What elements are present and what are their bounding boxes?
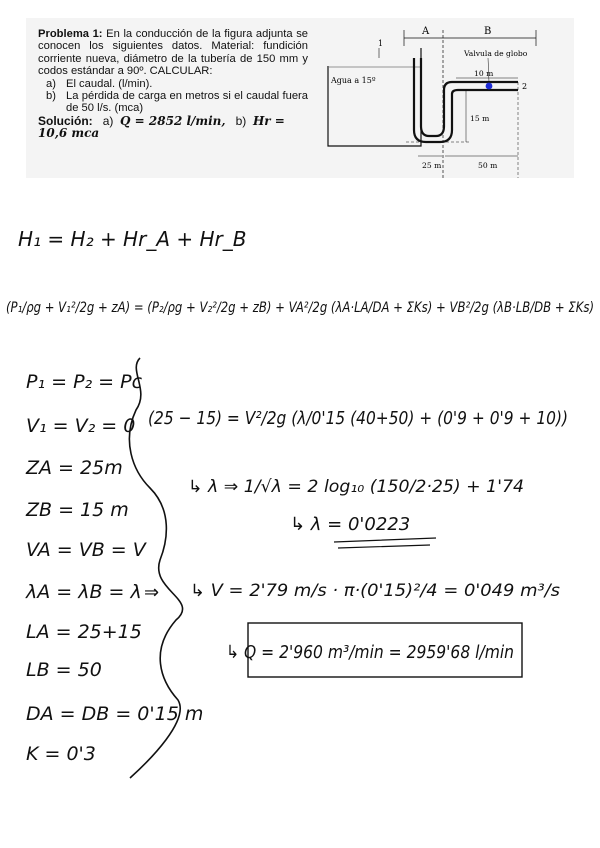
dim-25m: 25 m — [422, 161, 442, 170]
sol-b-label: b) — [235, 113, 247, 128]
dim-10m: 10 m — [474, 69, 494, 78]
substituted-equation: (25 − 15) = V²/2g (λ/0'15 (40+50) + (0'9 + 0'9 + 10)) — [148, 408, 568, 429]
item-b-text: La pérdida de carga en metros si el caudal fuera de 50 l/s. (mca) — [66, 90, 308, 115]
sol-a-value: Q = 2852 l/min, — [120, 113, 226, 128]
item-a-label: a) — [46, 77, 56, 90]
item-a-text: El caudal. (l/min). — [66, 77, 153, 90]
sol-b-value-2: 10,6 mca — [38, 126, 100, 141]
implies-arrow: ⇒ — [144, 582, 160, 603]
bernoulli-equation: (P₁/ρg + V₁²/2g + zA) = (P₂/ρg + V₂²/2g + zB) + VA²/2g (λA·LA/DA + ΣKs) + VB²/2g (λB·LB/DB + ΣKs) — [6, 300, 594, 316]
given-item: LA = 25+15 — [26, 621, 142, 643]
given-item: VA = VB = V — [26, 539, 146, 561]
problem-statement: En la conducción de la figura adjunta se conocen los siguientes datos. Material: fundición corriente nueva, diámetro de la tubería de 150 mm y codos estándar a 90º. CALCULAR: — [38, 28, 309, 78]
flow-result: ↳ Q = 2'960 m³/min = 2959'68 l/min — [226, 642, 514, 663]
dim-15m: 15 m — [470, 114, 490, 123]
item-b-label: b) — [46, 90, 56, 103]
given-item: DA = DB = 0'15 m — [26, 703, 204, 725]
point-2-label: 2 — [522, 82, 528, 91]
label-A: A — [422, 26, 430, 37]
given-item: P₁ = P₂ = Pc — [26, 371, 143, 393]
friction-result: ↳ λ = 0'0223 — [290, 514, 411, 535]
given-item: ZB = 15 m — [26, 499, 129, 521]
velocity-equation: ↳ V = 2'79 m/s · π·(0'15)²/4 = 0'049 m³/s — [190, 581, 561, 601]
valve-label: Valvula de globo — [464, 49, 528, 58]
dim-50m: 50 m — [478, 161, 498, 170]
point-1-label: 1 — [378, 39, 384, 48]
label-B: B — [484, 26, 492, 37]
friction-equation: ↳ λ ⇒ 1/√λ = 2 log₁₀ (150/2·25) + 1'74 — [188, 477, 524, 497]
sol-b-value-1: Hr = — [252, 113, 285, 128]
solution-label: Solución: — [38, 113, 93, 128]
sol-a-label: a) — [102, 113, 114, 128]
given-item: λA = λB = λ — [26, 581, 142, 603]
given-item: K = 0'3 — [26, 743, 96, 765]
given-data-list — [25, 371, 203, 765]
given-item: LB = 50 — [26, 659, 102, 681]
given-item: ZA = 25m — [26, 457, 123, 479]
energy-equation: H₁ = H₂ + Hr_A + Hr_B — [18, 227, 247, 251]
problem-title: Problema 1: — [38, 28, 103, 40]
water-label: Agua a 15º — [331, 76, 376, 85]
given-item: V₁ = V₂ = 0 — [26, 415, 136, 437]
friction-underline — [334, 538, 436, 548]
